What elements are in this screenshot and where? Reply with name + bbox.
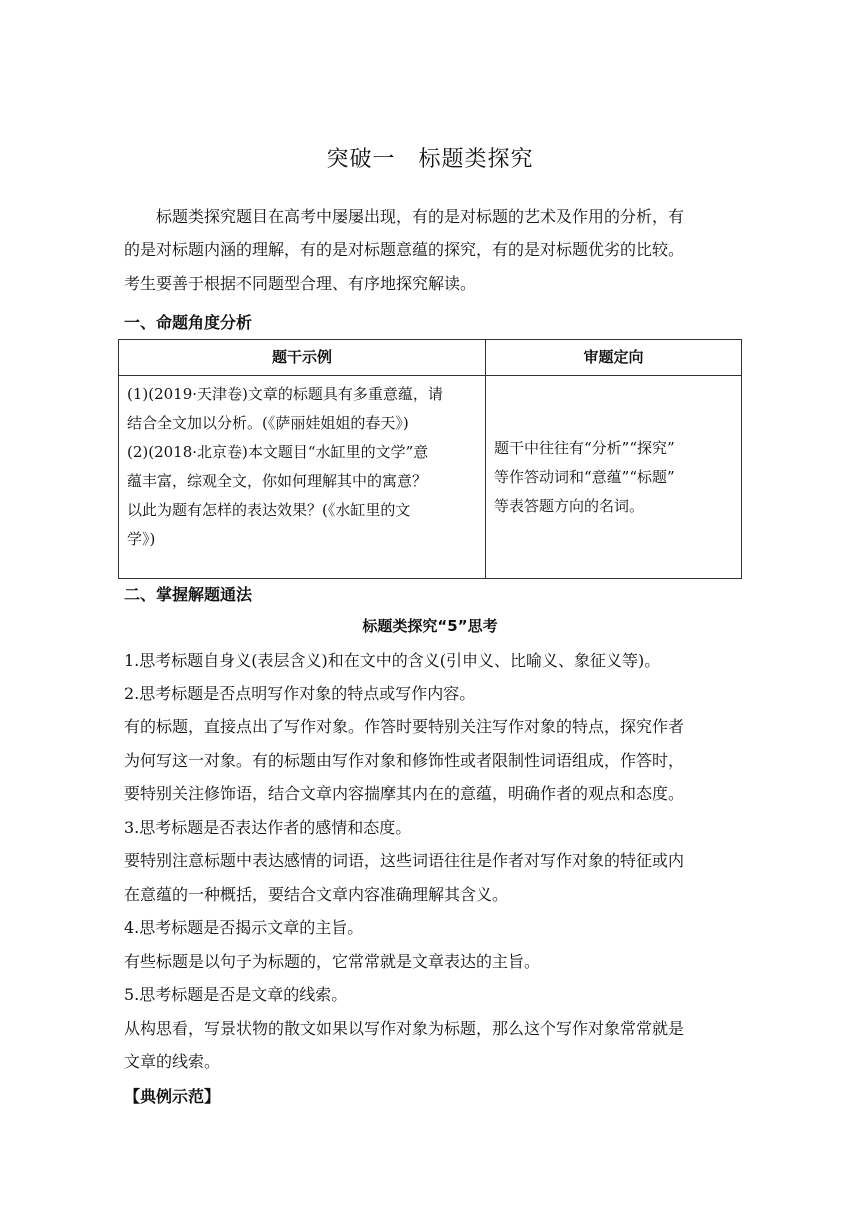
table-header-examples: 题干示例 bbox=[119, 340, 486, 376]
example-line: 结合全文加以分析。(《萨丽娃姐姐的春天》) bbox=[127, 414, 409, 432]
analysis-table bbox=[118, 339, 742, 579]
example-line: (1)(2019·天津卷)文章的标题具有多重意蕴，请 bbox=[127, 385, 443, 403]
table-cell-direction bbox=[486, 376, 742, 579]
intro-line-2: 的是对标题内涵的理解，有的是对标题意蕴的探究，有的是对标题优劣的比较。 bbox=[124, 240, 685, 259]
example-line: (2)(2018·北京卷)本文题目“水缸里的文学”意 bbox=[127, 443, 429, 461]
body-line-10: 有些标题是以句子为标题的，它常常就是文章表达的主旨。 bbox=[124, 952, 541, 971]
body-line-1: 1.思考标题自身义(表层含义)和在文中的含义(引申义、比喻义、象征义等)。 bbox=[124, 651, 661, 670]
body-line-11: 5.思考标题是否是文章的线索。 bbox=[124, 985, 348, 1004]
table-cell-examples bbox=[119, 376, 486, 579]
body-line-8: 在意蕴的一种概括，要结合文章内容准确理解其含义。 bbox=[124, 885, 509, 904]
direction-line: 等表答题方向的名词。 bbox=[494, 496, 645, 515]
section-heading-2: 二、掌握解题通法 bbox=[124, 585, 253, 604]
body-line-3: 有的标题，直接点出了写作对象。作答时要特别关注写作对象的特点，探究作者 bbox=[124, 717, 685, 736]
table-header-direction: 审题定向 bbox=[486, 340, 742, 376]
body-line-13: 文章的线索。 bbox=[124, 1052, 221, 1071]
intro-line-1: 标题类探究题目在高考中屡屡出现，有的是对标题的艺术及作用的分析，有 bbox=[124, 207, 685, 226]
example-line: 蕴丰富，综观全文，你如何理解其中的寓意？ bbox=[127, 472, 428, 490]
body-line-6: 3.思考标题是否表达作者的感情和态度。 bbox=[124, 818, 412, 837]
example-line: 学》) bbox=[127, 530, 156, 548]
direction-line: 等作答动词和“意蕴”“标题” bbox=[494, 467, 675, 486]
body-line-2: 2.思考标题是否点明写作对象的特点或写作内容。 bbox=[124, 684, 476, 703]
example-heading: 【典例示范】 bbox=[124, 1087, 221, 1106]
page-title: 突破一 标题类探究 bbox=[326, 147, 534, 172]
body-line-4: 为何写这一对象。有的标题由写作对象和修饰性或者限制性词语组成，作答时， bbox=[124, 751, 685, 770]
intro-line-3: 考生要善于根据不同题型合理、有序地探究解读。 bbox=[124, 274, 477, 293]
direction-line: 题干中往往有“分析”“探究” bbox=[494, 438, 675, 457]
body-line-12: 从构思看，写景状物的散文如果以写作对象为标题，那么这个写作对象常常就是 bbox=[124, 1019, 685, 1038]
example-line: 以此为题有怎样的表达效果？(《水缸里的文 bbox=[127, 501, 411, 519]
method-subtitle: 标题类探究“5”思考 bbox=[362, 617, 498, 635]
body-line-5: 要特别关注修饰语，结合文章内容揣摩其内在的意蕴，明确作者的观点和态度。 bbox=[124, 784, 685, 803]
body-line-9: 4.思考标题是否揭示文章的主旨。 bbox=[124, 918, 364, 937]
section-heading-1: 一、命题角度分析 bbox=[124, 313, 253, 332]
body-line-7: 要特别注意标题中表达感情的词语，这些词语往往是作者对写作对象的特征或内 bbox=[124, 851, 685, 870]
